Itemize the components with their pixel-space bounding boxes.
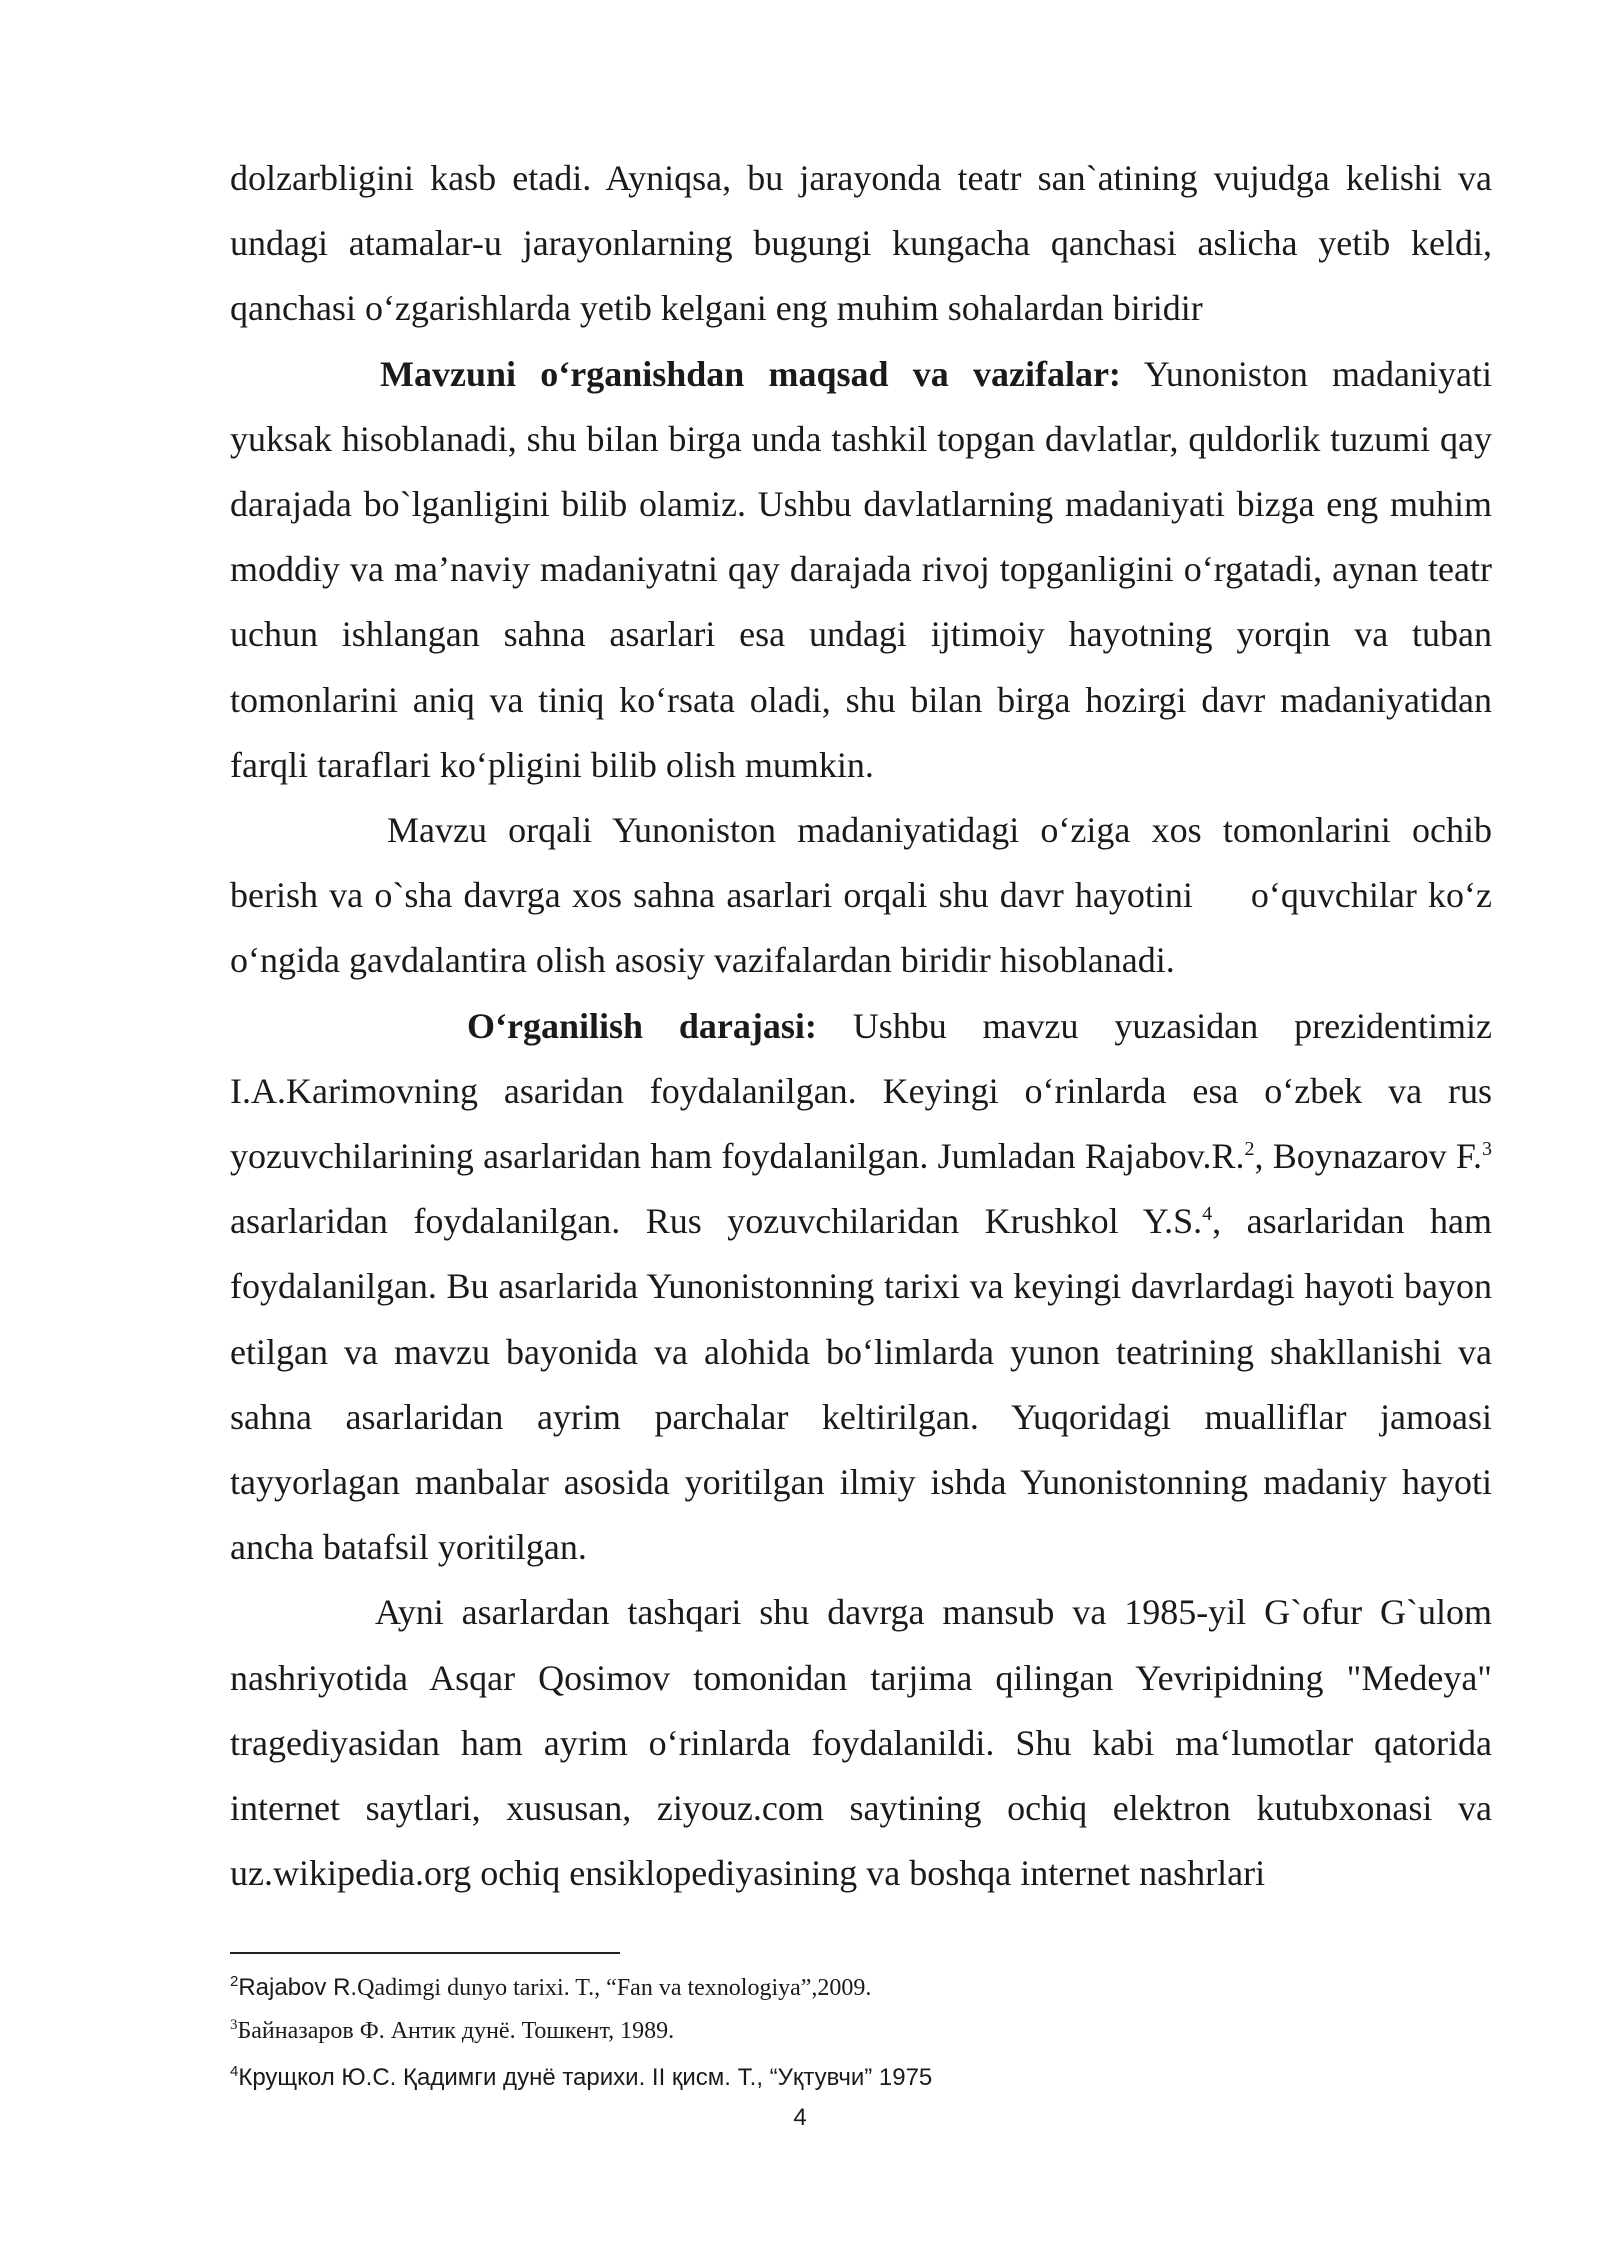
goals-text: Yunoniston madaniyati yuksak hisoblanadi, shu bilan birga unda tashkil topgan davlatlar, quldorlik tuzumi qay darajada bo`lganligini bilib olamiz. Ushbu davlatlarning madaniyati bizga eng muhim moddiy va ma’naviy madaniyatni qay darajada rivoj topganligini o‘rgatadi, aynan teatr uchun ishlangan sahna asarlari esa undagi ijtimoiy hayotning yorqin va tuban tomonlarini aniq va tiniq ko‘rsata oladi, shu bilan birga hozirgi davr madaniyatidan farqli taraflari ko‘pligini bilib olish mumkin. <box>230 353 1492 785</box>
footnote-ref-3[interactable]: 3 <box>1482 1138 1492 1161</box>
paragraph-study-level <box>230 994 1492 1581</box>
mavzu-text-part2: o‘quvchilar ko‘z o‘ngida gavdalantira olish asosiy vazifalardan biridir hisoblanadi. <box>230 875 1493 981</box>
footnote-4 <box>230 2064 932 2092</box>
footnote-3 <box>230 2018 674 2045</box>
paragraph-goals <box>230 342 1492 798</box>
footnote-2-author: Rajabov R. <box>238 1974 358 2001</box>
study-level-text-2: , Boynazarov F. <box>1254 1136 1482 1177</box>
footnote-separator <box>230 1952 620 1954</box>
footnote-ref-2[interactable]: 2 <box>1244 1138 1255 1161</box>
paragraph-intro-text: dolzarbligini kasb etadi. Ayniqsa, bu jarayonda teatr san`atining vujudga kelishi va undagi atamalar-u jarayonlarning bugungi kungacha qanchasi aslicha yetib keldi, qanchasi o‘zgarishlarda yetib kelgani eng muhim sohalardan biridir <box>230 158 1492 329</box>
study-level-heading: O‘rganilish darajasi: <box>467 1005 817 1046</box>
body-text <box>230 146 1492 1906</box>
page-number: 4 <box>793 2104 807 2131</box>
study-level-text-3: asarlaridan foydalanilgan. Rus yozuvchilaridan Krushkol Y.S. <box>230 1201 1203 1242</box>
footnote-2 <box>230 1974 871 2002</box>
mavzu-text-part1: Mavzu orqali Yunoniston madaniyatidagi o‘ziga xos tomonlarini ochib berish va o`sha davrga xos sahna asarlari orqali shu davr hayotini <box>230 810 1492 916</box>
study-level-text-1: Ushbu mavzu yuzasidan prezidentimiz I.A.Karimovning asaridan foydalanilgan. Keyingi o‘rinlarda esa o‘zbek va rus yozuvchilarining asarlaridan ham foydalanilgan. Jumladan Rajabov.R. <box>230 1005 1493 1177</box>
footnote-3-text: Байназаров Ф. Антик дунё. Тошкент, 1989. <box>237 2018 675 2044</box>
footnote-ref-4[interactable]: 4 <box>1202 1203 1213 1226</box>
footnote-3-number: 3 <box>230 2017 238 2033</box>
paragraph-intro <box>230 146 1492 342</box>
footnote-4-number: 4 <box>230 2063 239 2080</box>
footnote-2-text: Qadimgi dunyo tarixi. T., “Fan va texnologiya”,2009. <box>357 1975 872 2001</box>
footnote-2-number: 2 <box>230 1973 239 1990</box>
study-level-text-4: , asarlaridan ham foydalanilgan. Bu asarlarida Yunonistonning tarixi va keyingi davrlardagi hayoti bayon etilgan va mavzu bayonida va alohida bo‘limlarda yunon teatrining shakllanishi va sahna asarlaridan ayrim parchalar keltirilgan. Yuqoridagi mualliflar jamoasi tayyorlagan manbalar asosida yoritilgan ilmiy ishda Yunonistonning madaniy hayoti ancha batafsil yoritilgan. <box>230 1201 1492 1568</box>
paragraph-mavzu <box>230 798 1492 994</box>
paragraph-sources <box>230 1580 1492 1906</box>
sources-text: Ayni asarlardan tashqari shu davrga mansub va 1985-yil G`ofur G`ulom nashriyotida Asqar Qosimov tomonidan tarjima qilingan Yevripidning "Medeya" tragediyasidan ham ayrim o‘rinlarda foydalanildi. Shu kabi ma‘lumotlar qatorida internet saytlari, xususan, ziyouz.com saytining ochiq elektron kutubxonasi va uz.wikipedia.org ochiq ensiklopediyasining va boshqa internet nashrlari <box>230 1592 1492 1894</box>
goals-heading: Mavzuni o‘rganishdan maqsad va vazifalar: <box>380 353 1121 394</box>
footnote-4-text: Крущкол Ю.С. Қадимги дунё тарихи. II қисм. Т., “Уқтувчи” 1975 <box>238 2064 933 2091</box>
